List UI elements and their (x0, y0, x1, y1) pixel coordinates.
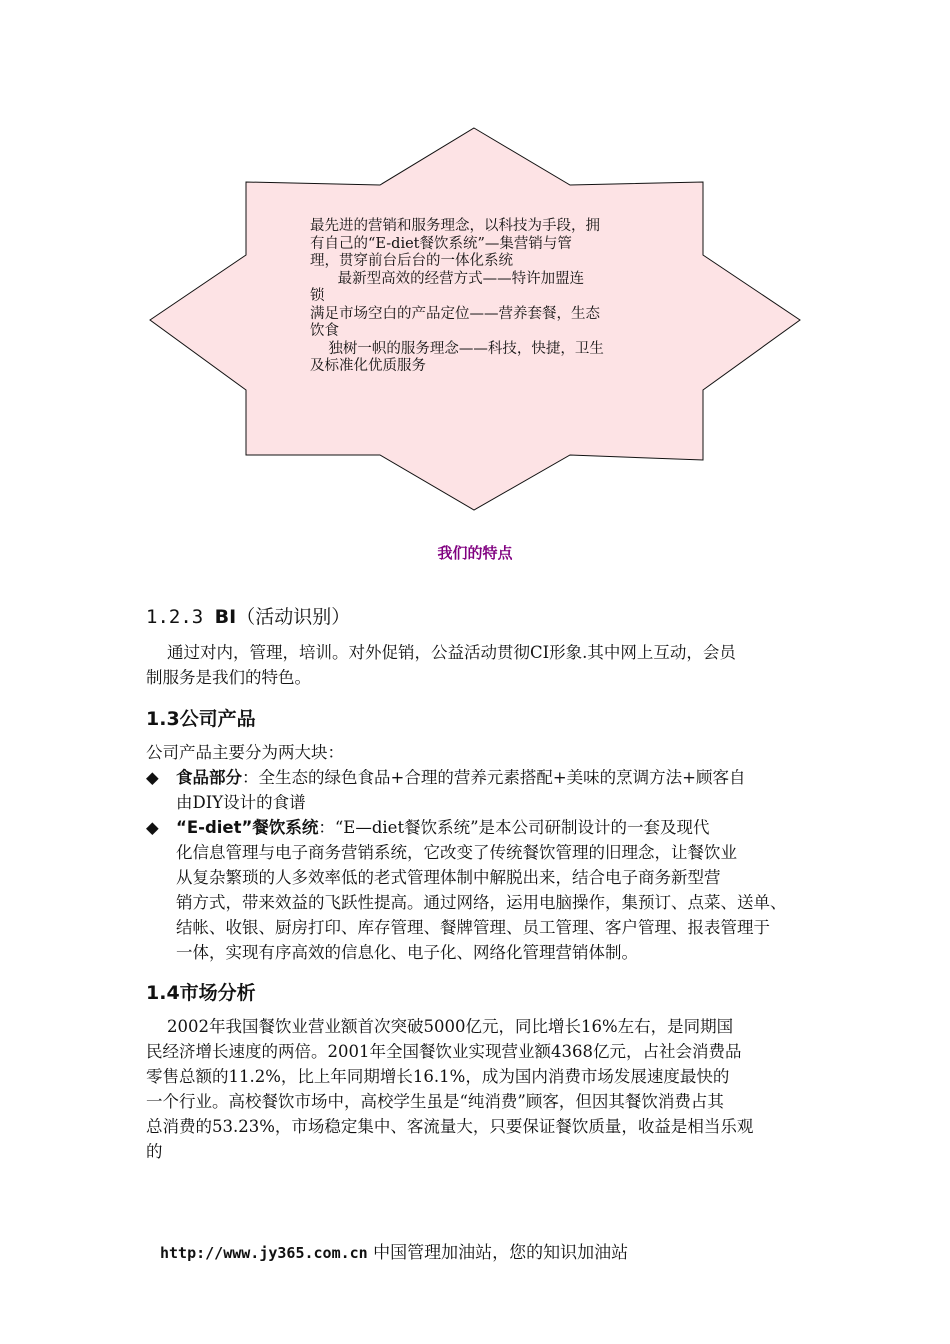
star-line: 及标准化优质服务 (310, 358, 426, 374)
paragraph-bi (146, 640, 836, 690)
text-line: 结帐、收银、厨房打印、库存管理、餐牌管理、员工管理、客户管理、报表管理于 (176, 918, 770, 937)
section-heading-1-2-3 (146, 602, 350, 629)
section-heading-1-4: 1.4市场分析 (146, 982, 256, 1004)
text-line: 通过对内，管理，培训。对外促销，公益活动贯彻CI形象.其中网上互动，会员 (146, 643, 736, 662)
text-line: ：“E—diet餐饮系统”是本公司研制设计的一套及现代 (318, 818, 710, 837)
bullet-label: “E-diet”餐饮系统 (176, 818, 319, 837)
text-line: 总消费的53.23%，市场稳定集中、客流量大，只要保证餐饮质量，收益是相当乐观 (146, 1117, 754, 1136)
figure-caption: 我们的特点 (437, 544, 513, 562)
text-line: 销方式，带来效益的飞跃性提高。通过网络，运用电脑操作，集预订、点菜、送单、 (176, 893, 787, 912)
section-title-bold: BI (214, 606, 237, 628)
text-line: 制服务是我们的特色。 (146, 668, 311, 687)
footer-link[interactable]: http://www.jy365.com.cn (160, 1244, 368, 1262)
text-line: 由DIY设计的食谱 (176, 793, 306, 812)
text-line: ：全生态的绿色食品+合理的营养元素搭配+美味的烹调方法+顾客自 (242, 768, 746, 787)
diamond-bullet-icon: ◆ (146, 768, 159, 787)
text-line: 民经济增长速度的两倍。2001年全国餐饮业实现营业额4368亿元，占社会消费品 (146, 1042, 742, 1061)
page-footer (160, 1238, 628, 1263)
products-intro: 公司产品主要分为两大块： (146, 743, 344, 762)
star-line: 锁 (310, 288, 325, 304)
text-line: 从复杂繁琐的人多效率低的老式管理体制中解脱出来，结合电子商务新型营 (176, 868, 721, 887)
star-line: 最先进的营销和服务理念，以科技为手段，拥 (310, 218, 600, 234)
bullet-label: 食品部分 (176, 768, 242, 787)
text-line: 2002年我国餐饮业营业额首次突破5000亿元，同比增长16%左右，是同期国 (146, 1017, 734, 1036)
star-line: 饮食 (310, 323, 339, 339)
section-heading-1-3: 1.3公司产品 (146, 708, 256, 730)
star-line: 最新型高效的经营方式——特许加盟连 (310, 270, 585, 287)
star-line: 理，贯穿前台后台的一体化系统 (310, 253, 513, 269)
text-line: 零售总额的11.2%，比上年同期增长16.1%，成为国内消费市场发展速度最快的 (146, 1067, 730, 1086)
star-line: 有自己的“E-diet餐饮系统”—集营销与管 (310, 235, 572, 252)
star-line: 满足市场空白的产品定位——营养套餐，生态 (310, 305, 600, 322)
text-line: 化信息管理与电子商务营销系统，它改变了传统餐饮管理的旧理念，让餐饮业 (176, 843, 737, 862)
paragraph-market (146, 1014, 836, 1164)
text-line: 一个行业。高校餐饮市场中，高校学生虽是“纯消费”顾客，但因其餐饮消费占其 (146, 1092, 724, 1111)
text-line: 的 (146, 1142, 163, 1161)
star-line: 独树一帜的服务理念——科技，快捷，卫生 (310, 340, 604, 357)
text-line: 一体，实现有序高效的信息化、电子化、网络化管理营销体制。 (176, 943, 638, 962)
diamond-bullet-icon: ◆ (146, 818, 159, 837)
star-text (310, 218, 650, 376)
section-number: 1.2.3 (146, 606, 204, 628)
footer-slogan: 中国管理加油站，您的知识加油站 (367, 1243, 629, 1263)
section-title: （活动识别） (236, 606, 351, 628)
